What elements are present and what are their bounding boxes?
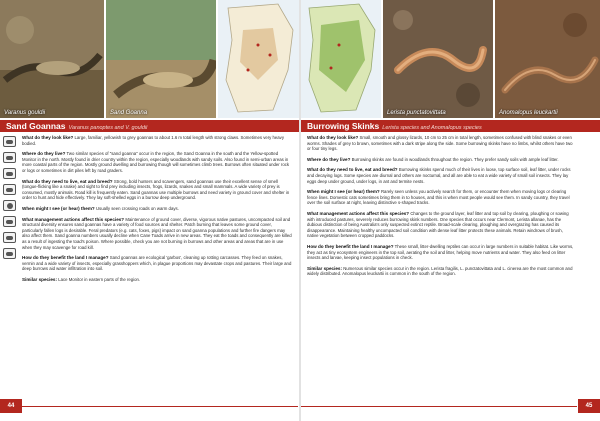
page-number: 45 — [578, 399, 600, 413]
paragraph-appearance — [307, 135, 575, 152]
answer: Changes to the ground layer, leaf litter and top soil by clearing, ploughing or sowing with introduced pastures, severely reduces burrowing skink numbers. One species that occurs near Clermont, Lerista allanae, has the dubious distinction of being Australia's only suspected extinct reptile. Broad-scale clearing, ploughing and overgrazing has caused its disappearance. Maintaining healthy uncompacted soil condition with dense leaf litter protects these animals. Retain windrows of brush, native vegetation between cropped paddocks. — [307, 210, 569, 239]
question: What management actions affect this species? — [22, 216, 125, 222]
species-scientific-name: Varanus panoptes and V. gouldii — [68, 125, 148, 131]
photo-caption: Anomalopus leuckartii — [499, 110, 558, 116]
question: Where do they live? — [307, 156, 351, 162]
answer: Numerous similar species occur in the region. Lerista fragilis, L. punctatovittata and L. cinerea are the most common and widely distributed. Anomalopus leuckartii is common in the south of the region. — [307, 265, 573, 277]
photo-caption: Varanus gouldii — [4, 110, 46, 116]
skink-photo-2 — [495, 0, 600, 118]
question: How do they benefit the land I manage? — [307, 243, 394, 249]
food-icon — [3, 168, 16, 179]
paragraph-similar — [22, 277, 292, 283]
handshake-icon — [3, 232, 16, 243]
footer-rule — [301, 406, 577, 407]
species-title-bar — [0, 120, 299, 132]
paragraph-sighting — [22, 206, 292, 212]
question: When might I see (or hear) them? — [307, 189, 380, 195]
answer: Small, smooth and glossy lizards, 10 cm to 25 cm in total length, sometimes confused with blind snakes or even worms. Shades of grey to brown, sometimes with a dark stripe along the side. Some burrowing skinks have no limbs, whilst others have two or four tiny legs. — [307, 135, 573, 152]
question: What do they need to live, eat and breed? — [307, 167, 398, 173]
paragraph-benefit — [307, 244, 575, 261]
question: What do they need to live, eat and breed? — [22, 178, 113, 184]
question: How do they benefit the land I manage? — [22, 255, 109, 261]
distribution-map — [301, 0, 381, 118]
footer-rule — [22, 406, 298, 407]
paragraph-benefit — [22, 255, 292, 272]
species-text — [22, 135, 292, 287]
species-text — [307, 135, 575, 282]
paragraph-appearance — [22, 135, 292, 146]
distribution-map — [218, 0, 299, 118]
goanna-photo-1 — [0, 0, 104, 118]
species-scientific-name: Lerista species and Anomalopus species — [382, 125, 482, 131]
answer: These small, litter-dwelling reptiles can occur in large numbers in suitable habitat. Like worms, they act as tiny ecosystem engineers in the top soil, aerating the soil and litter, helping move nutrients and water. They also feed on litter insects and larvae, keeping insect populations in check. — [307, 243, 574, 261]
species-title: Sand Goannas — [6, 121, 66, 131]
photo-caption: Sand Goanna — [110, 110, 148, 116]
question: What do they look like? — [22, 135, 74, 140]
photo-caption: Lerista punctatovittata — [387, 110, 446, 116]
question: When might I see (or hear) them? — [22, 205, 95, 211]
answer: Usually seen crossing roads on warm days. — [95, 205, 179, 211]
eye-icon — [3, 136, 16, 147]
paragraph-management — [22, 217, 292, 251]
answer: Maintenance of ground cover, diverse, vigorous native pastures, uncompacted soil and structural diversity ensures sand goannas have a variety of food sources and shelter. Patch burning that leaves some ground cover, particularly fallen logs is desirable. Feral predators (e.g. cats, foxes, pigs) impact on sand goanna populations and further fire dangers may also affect them. Sand goanna numbers usually decline when Cane Toads arrive in new areas. They eat the toads and consequently are killed as a result of ingesting the toad's poison. Where possible, check you are not burning in burrows and other areas and areas that are in use when they may scavenge for road kill. — [22, 216, 292, 250]
question: What do they look like? — [307, 135, 359, 140]
right-page — [301, 0, 600, 421]
paragraph-needs — [22, 179, 292, 201]
section-icon-column — [3, 136, 21, 264]
paragraph-management — [307, 211, 575, 239]
ear-icon — [3, 184, 16, 195]
left-photo-strip — [0, 0, 299, 118]
answer: Lace Monitor in eastern parts of the region. — [58, 276, 141, 282]
answer: Burrowing skinks spend much of their lives in loose, top surface soil, leaf litter, under rocks and decaying logs. Some species are diurnal and others are nocturnal, and all are able to eat a wide variety of small soil insects. They lay eggs deep under ground, under logs, in ant and termite nests. — [307, 167, 571, 184]
answer: Two similar species of "sand goanna" occur in the region, the Sand Goanna in the south and the Yellow-spotted Monitor in the north. Mostly found in drier country within the region, especially woodlands with sandy soils. Also found in semi-urban areas in more coastal parts of the region. Mostly ground dwelling and burrowing though will sometimes climb trees. Burrows often situated under rock or logs or sometimes in dirt piles left by road graders. — [22, 151, 290, 173]
answer: Burrowing skinks are found in woodlands throughout the region. They prefer sandy soils with ample leaf litter. — [351, 156, 559, 162]
species-title: Burrowing Skinks — [307, 121, 380, 131]
paw-icon — [3, 200, 16, 211]
paragraph-sighting — [307, 189, 575, 206]
answer: Strong, bold hunters and scavengers, sand goannas use their excellent sense of smell (tongue-flicking like a snake) and sight to find prey including insects, frogs, lizards, snakes and small mammals. A wide variety of prey is consumed, mostly animals. Road kill is frequently eaten. Sand goannas use multiple burrows and need variety in ground cover and shelter in order to hunt and hide effectively. They lay soft-shelled eggs in a burrow deep underground. — [22, 178, 290, 201]
page-number: 44 — [0, 399, 22, 413]
right-photo-strip — [301, 0, 600, 118]
page-footer — [0, 399, 299, 413]
answer: Rarely seen unless you actively search for them, or encounter them when moving logs or clearing fence lines. Domestic cats sometimes bring them in to houses, and this is when most people would see them. In sandy country, they travel over the soil surface at night, leaving distinctive s-shaped tracks. — [307, 189, 570, 206]
question: What management actions affect this species? — [307, 210, 410, 216]
paragraph-similar — [307, 266, 575, 277]
paragraph-habitat — [22, 151, 292, 173]
paragraph-needs — [307, 167, 575, 184]
skink-photo-1 — [383, 0, 493, 118]
page-footer — [301, 399, 600, 413]
question: Where do they live? — [22, 151, 66, 157]
house-icon — [3, 152, 16, 163]
question: Similar species: — [307, 265, 342, 271]
question: Similar species: — [22, 276, 57, 282]
species-title-bar — [301, 120, 600, 132]
answer: Large, familiar, yellowish to grey goannas to about 1.6 m total length with strong claws. Sometimes very heavy bodied. — [22, 135, 284, 146]
goanna-photo-2 — [106, 0, 216, 118]
answer: Sand goannas are ecological 'garbos', cleaning up rotting carcasses. They feed on snakes, vermin and a wide variety of insects, especially grasshoppers which, in plague proportions may devastate crops and pastures. Their large and deep burrows aid water infiltration into soil. — [22, 255, 292, 272]
paragraph-habitat — [307, 157, 575, 163]
tractor-icon — [3, 216, 16, 227]
lizard-icon — [3, 248, 16, 259]
left-page — [0, 0, 299, 421]
